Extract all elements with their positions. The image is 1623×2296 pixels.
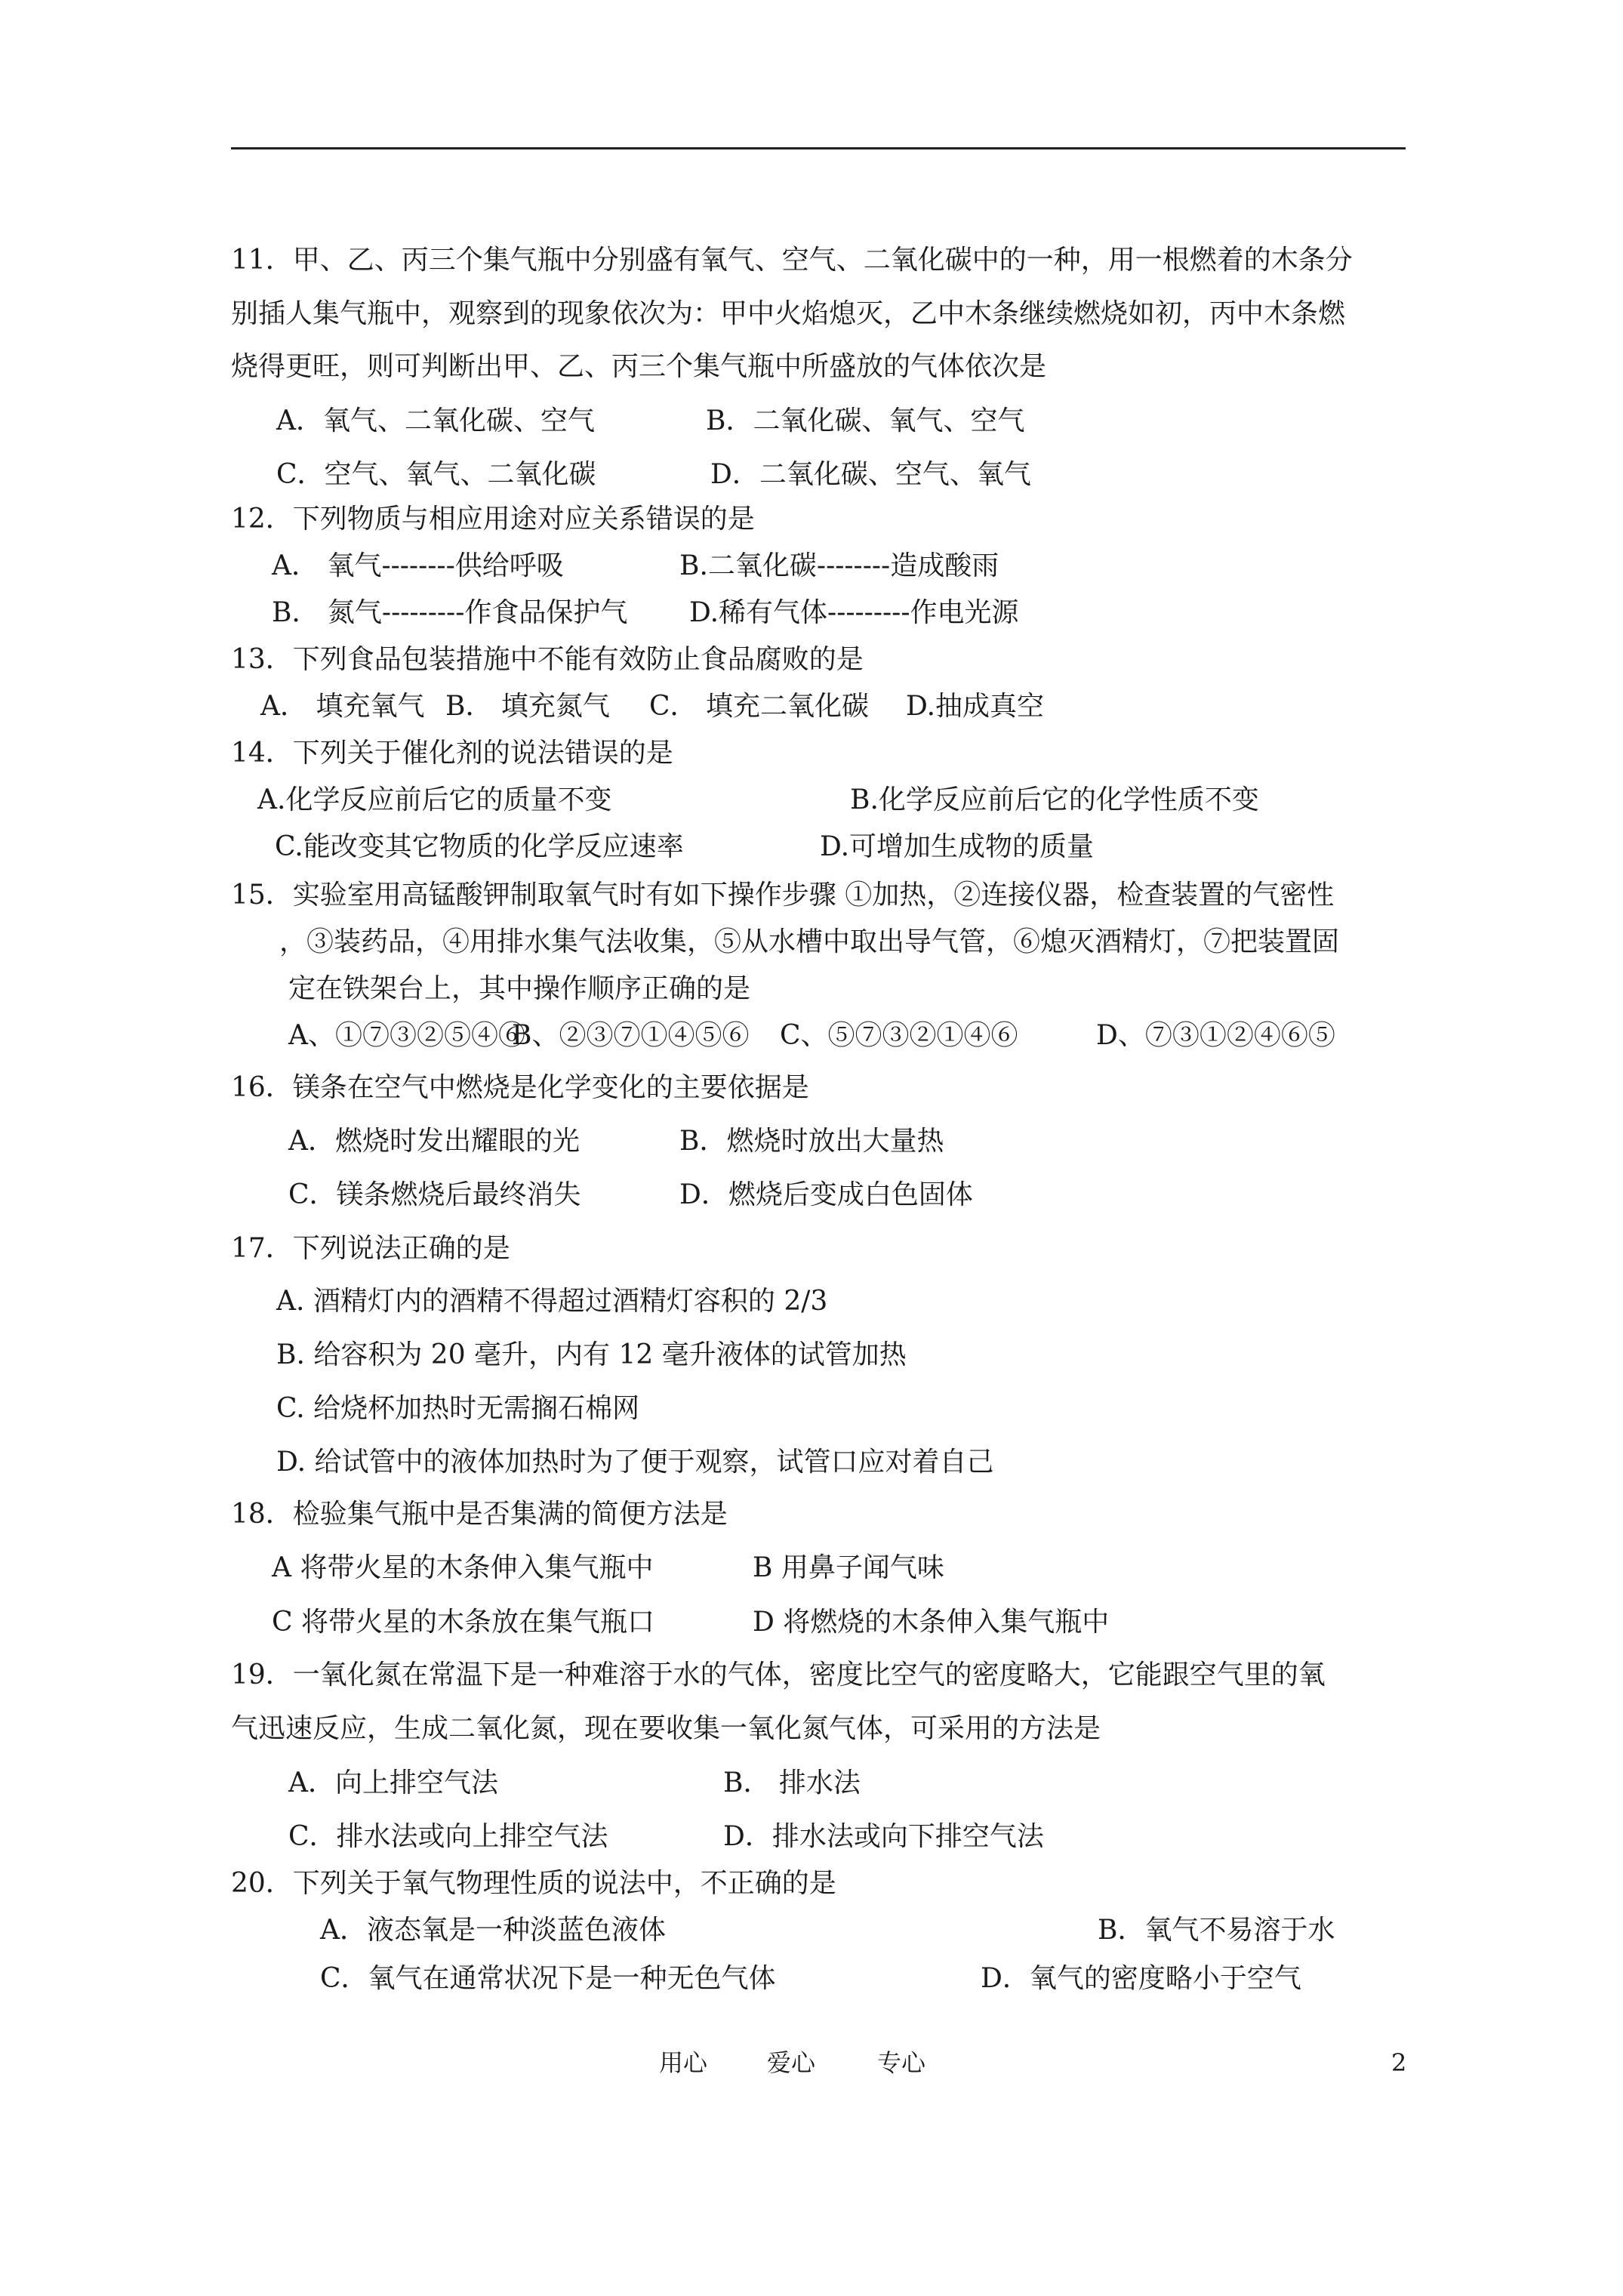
q19-option-d: D．排水法或向下排空气法 [723, 1821, 1044, 1852]
q17-option-c: C. 给烧杯加热时无需搁石棉网 [276, 1393, 640, 1424]
q18-option-a: A 将带火星的木条伸入集气瓶中 [272, 1552, 654, 1583]
q20-option-c: C．氧气在通常状况下是一种无色气体 [320, 1963, 776, 1994]
q13-option-d: D.抽成真空 [906, 691, 1045, 722]
q11-option-b: B．二氧化碳、氧气、空气 [706, 405, 1025, 436]
q14-option-c: C.能改变其它物质的化学反应速率 [275, 831, 684, 862]
q12-option-a: A． 氧气--------供给呼吸 [272, 550, 564, 581]
q14-option-a: A.化学反应前后它的质量不变 [257, 784, 612, 815]
q15-stem-line-2: ，③装药品，④用排水集气法收集，⑤从水槽中取出导气管，⑥熄灭酒精灯，⑦把装置固 [279, 926, 1340, 957]
q12-option-b: B.二氧化碳--------造成酸雨 [679, 550, 999, 581]
q19-option-c: C．排水法或向上排空气法 [288, 1821, 608, 1852]
q16-stem: 16．镁条在空气中燃烧是化学变化的主要依据是 [231, 1072, 809, 1103]
q14-stem: 14．下列关于催化剂的说法错误的是 [231, 738, 673, 769]
q11-option-d: D．二氧化碳、空气、氧气 [710, 459, 1031, 490]
q17-option-a: A. 酒精灯内的酒精不得超过酒精灯容积的 2/3 [276, 1286, 828, 1317]
q13-option-b: B． 填充氮气 [445, 691, 610, 722]
footer-motto-1: 用心 [659, 2048, 708, 2077]
q17-stem: 17．下列说法正确的是 [231, 1233, 510, 1264]
q16-option-d: D．燃烧后变成白色固体 [679, 1179, 973, 1210]
q15-option-d: D、⑦③①②④⑥⑤ [1096, 1020, 1335, 1051]
q11-option-a: A．氧气、二氧化碳、空气 [276, 405, 595, 436]
q20-option-a: A．液态氧是一种淡蓝色液体 [320, 1915, 666, 1946]
q11-stem-line-3: 烧得更旺，则可判断出甲、乙、丙三个集气瓶中所盛放的气体依次是 [231, 351, 1047, 382]
q15-option-c: C、⑤⑦③②①④⑥ [780, 1020, 1018, 1051]
footer-motto-2: 爱心 [767, 2048, 816, 2077]
q13-stem: 13．下列食品包装措施中不能有效防止食品腐败的是 [231, 644, 864, 675]
q17-option-b: B. 给容积为 20 毫升，内有 12 毫升液体的试管加热 [276, 1339, 907, 1370]
q18-option-d: D 将燃烧的木条伸入集气瓶中 [753, 1607, 1110, 1638]
q13-option-c: C． 填充二氧化碳 [649, 691, 869, 722]
q19-option-b: B． 排水法 [723, 1767, 861, 1798]
q19-stem-line-2: 气迅速反应，生成二氧化氮，现在要收集一氧化氮气体，可采用的方法是 [231, 1713, 1101, 1744]
q16-option-b: B．燃烧时放出大量热 [679, 1126, 944, 1157]
q18-option-c: C 将带火星的木条放在集气瓶口 [272, 1607, 654, 1638]
q20-option-d: D．氧气的密度略小于空气 [981, 1963, 1301, 1994]
q18-stem: 18．检验集气瓶中是否集满的简便方法是 [231, 1499, 728, 1530]
q15-option-a: A、①⑦③②⑤④⑥ [288, 1020, 525, 1051]
q16-option-a: A．燃烧时发出耀眼的光 [288, 1126, 580, 1157]
q11-option-c: C．空气、氧气、二氧化碳 [276, 459, 596, 490]
q14-option-d: D.可增加生成物的质量 [820, 831, 1095, 862]
q12-stem: 12．下列物质与相应用途对应关系错误的是 [231, 504, 755, 535]
q16-option-c: C．镁条燃烧后最终消失 [288, 1179, 581, 1210]
q15-stem-line-3: 定在铁架台上，其中操作顺序正确的是 [288, 973, 751, 1004]
page-number: 2 [1391, 2048, 1407, 2077]
header-rule [231, 147, 1406, 149]
q12-option-d: D.稀有气体---------作电光源 [689, 597, 1019, 628]
q13-option-a: A． 填充氧气 [260, 691, 425, 722]
q20-option-b: B．氧气不易溶于水 [1098, 1915, 1335, 1946]
q15-stem-line-1: 15．实验室用高锰酸钾制取氧气时有如下操作步骤 ①加热，②连接仪器，检查装置的气密性 [231, 880, 1335, 911]
q19-stem-line-1: 19．一氧化氮在常温下是一种难溶于水的气体，密度比空气的密度略大，它能跟空气里的氧 [231, 1660, 1326, 1690]
q19-option-a: A．向上排空气法 [288, 1767, 498, 1798]
q14-option-b: B.化学反应前后它的化学性质不变 [850, 784, 1259, 815]
q15-option-b: B、②③⑦①④⑤⑥ [512, 1020, 750, 1051]
q12-option-c: B． 氮气---------作食品保护气 [272, 597, 628, 628]
q17-option-d: D. 给试管中的液体加热时为了便于观察，试管口应对着自己 [276, 1447, 994, 1478]
q11-stem-line-1: 11．甲、乙、丙三个集气瓶中分别盛有氧气、空气、二氧化碳中的一种，用一根燃着的木条分 [231, 245, 1353, 276]
q18-option-b: B 用鼻子闻气味 [753, 1552, 944, 1583]
q20-stem: 20．下列关于氧气物理性质的说法中，不正确的是 [231, 1868, 836, 1899]
q11-stem-line-2: 别插人集气瓶中，观察到的现象依次为：甲中火焰熄灭，乙中木条继续燃烧如初，丙中木条燃 [231, 298, 1346, 329]
footer-motto-3: 专心 [877, 2048, 926, 2077]
